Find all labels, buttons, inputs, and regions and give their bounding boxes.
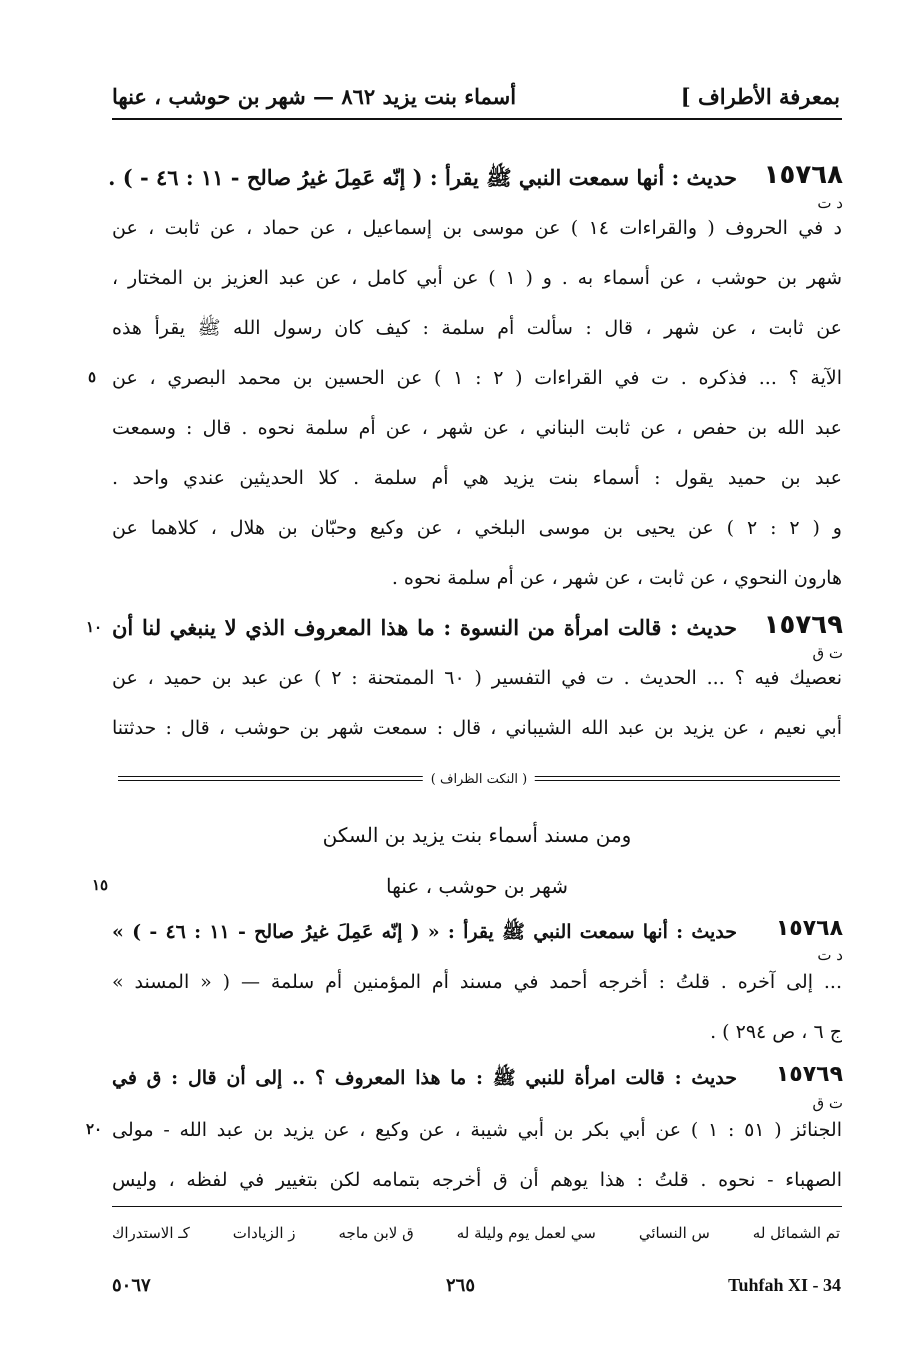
line-margin-number: ١٠: [86, 618, 103, 636]
hadith-sigla: ت ق: [812, 644, 843, 662]
page-number: ٢٦٥: [446, 1275, 476, 1296]
section-divider: [118, 770, 840, 792]
footnote-rule: [112, 1206, 842, 1207]
text-line: عبد الله بن حفص ، عن ثابت البناني ، عن شهر ، عن أم سلمة نحوه . قال : وسمعت: [112, 417, 842, 439]
text-line: حديث : قالت امرأة من النسوة : ما هذا المعروف الذي لا ينبغي لنا أن: [112, 615, 737, 640]
text-line: حديث : قالت امرأة للنبي ﷺ : ما هذا المعروف ؟ .. إلى أن قال : ق في: [112, 1067, 737, 1089]
header-left-title: أسماء بنت يزيد ٨٦٢ — شهر بن حوشب ، عنها: [112, 84, 517, 109]
line-margin-number: ٥: [88, 368, 97, 386]
text-line: الصهباء - نحوه . قلتُ : هذا يوهم أن ق أخرجه بتمامه لكن بتغيير في لفظه ، وليس: [112, 1169, 842, 1191]
text-line: الجنائز ( ٥١ : ١ ) عن أبي بكر بن أبي شيبة ، عن وكيع ، عن يزيد بن عبد الله - مولى: [112, 1119, 842, 1141]
text-line: د في الحروف ( والقراءات ١٤ ) عن موسى بن إسماعيل ، عن حماد ، عن ثابت ، عن: [112, 217, 842, 239]
hadith-number: ١٥٧٦٨: [763, 160, 843, 190]
text-line: عن ثابت ، عن شهر ، قال : سألت أم سلمة : كيف كان رسول الله ﷺ يقرأ هذه: [112, 317, 842, 339]
text-line: أبي نعيم ، عن يزيد بن عبد الله الشيباني ، قال : سمعت شهر بن حوشب ، قال : حدثتنا: [112, 717, 842, 739]
hadith-sigla: د ت: [817, 194, 843, 212]
divider-label: ( النكت الظراف ): [423, 772, 535, 787]
section-title: ومن مسند أسماء بنت يزيد بن السكن: [322, 823, 632, 847]
sigla-legend-item: ز الزيادات: [232, 1224, 296, 1242]
text-line: عبد بن حميد يقول : أسماء بنت يزيد هي أم سلمة . كلا الحديثين عندي واحد .: [112, 467, 842, 489]
text-line: و ( ٢ : ٢ ) عن يحيى بن موسى البلخي ، عن وكيع وحبّان بن هلال ، كلاهما عن: [112, 517, 842, 539]
sigla-legend: [112, 1218, 840, 1248]
sigla-legend-item: تم الشمائل له: [752, 1224, 840, 1242]
text-line: ... إلى آخره . قلتُ : أخرجه أحمد في مسند أم المؤمنين أم سلمة — ( « المسند »: [112, 971, 842, 993]
line-margin-number: ٢٠: [86, 1120, 103, 1138]
text-line: حديث : أنها سمعت النبي ﷺ يقرأ : ( إنّه عَمِلَ غيرُ صالح - ١١ : ٤٦ - ) .: [108, 165, 737, 190]
footer-signature: Tuhfah XI - 34: [728, 1275, 841, 1295]
hadith-number: ١٥٧٦٩: [775, 1062, 843, 1087]
text-line: الآية ؟ ... فذكره . ت في القراءات ( ٢ : ١ ) عن الحسين بن محمد البصري ، عن: [112, 367, 842, 389]
section-subtitle: شهر بن حوشب ، عنها: [385, 874, 569, 898]
footer-left-code: ٥٠٦٧: [112, 1275, 151, 1296]
sigla-legend-item: ق لابن ماجه: [338, 1224, 414, 1242]
hadith-number: ١٥٧٦٨: [775, 916, 843, 941]
text-line: شهر بن حوشب ، عن أسماء به . و ( ١ ) عن أبي كامل ، عن عبد العزيز بن المختار ،: [112, 267, 842, 289]
header-right-title: بمعرفة الأطراف ]: [680, 84, 840, 109]
sigla-legend-item: سي لعمل يوم وليلة له: [456, 1224, 596, 1242]
line-margin-number: ١٥: [92, 876, 109, 894]
sigla-legend-item: س النسائي: [638, 1224, 710, 1242]
text-line: حديث : أنها سمعت النبي ﷺ يقرأ : « ( إنّه عَمِلَ غيرُ صالح - ١١ : ٤٦ - ) »: [112, 921, 737, 943]
text-line: ج ٦ ، ص ٢٩٤ ) .: [710, 1021, 842, 1043]
text-line: نعصيك فيه ؟ ... الحديث . ت في التفسير ( ٦٠ الممتحنة : ٢ ) عن عبد بن حميد ، عن: [112, 667, 842, 689]
running-header: [112, 78, 840, 114]
sigla-legend-item: كـ الاستدراك: [112, 1224, 190, 1242]
text-line: هارون النحوي ، عن ثابت ، عن شهر ، عن أم سلمة نحوه .: [391, 567, 842, 589]
hadith-number: ١٥٧٦٩: [763, 610, 843, 640]
header-rule: [112, 118, 842, 120]
hadith-sigla: د ت: [817, 946, 843, 964]
hadith-sigla: ت ق: [812, 1094, 843, 1112]
